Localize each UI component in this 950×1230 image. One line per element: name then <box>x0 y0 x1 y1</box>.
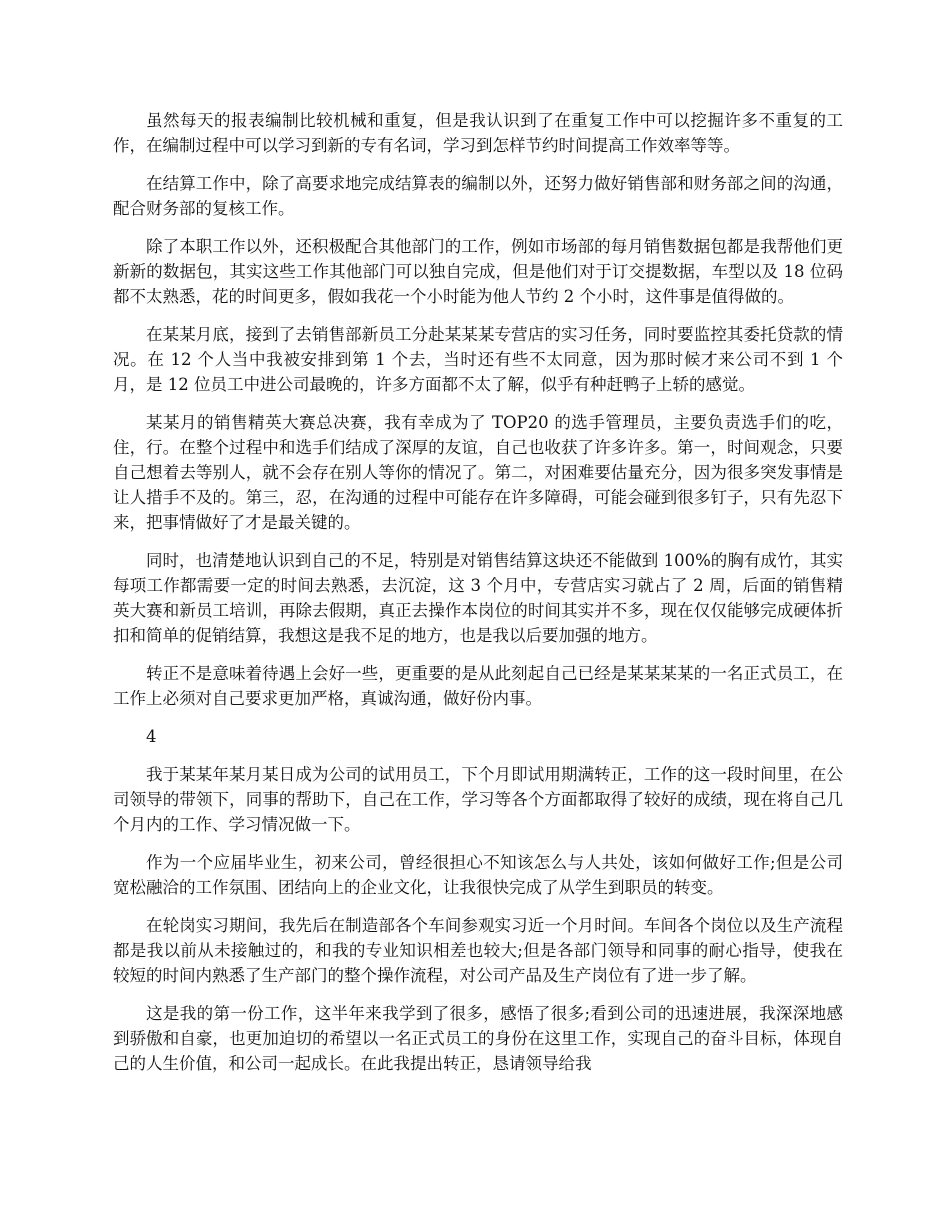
paragraph: 同时，也清楚地认识到自己的不足，特别是对销售结算这块还不能做到 100%的胸有成竹，其实每项工作都需要一定的时间去熟悉，去沉淀，这 3 个月中，专营店实习就占了 2 周，后面的销售精英大赛和新员工培训，再除去假期，真正去操作本岗位的时间其实并不多，现在仅仅能够完成硬体折扣和简单的促销结算，我想这是我不足的地方，也是我以后要加强的地方。 <box>113 551 843 645</box>
paragraph: 作为一个应届毕业生，初来公司，曾经很担心不知该怎么与人共处，该如何做好工作;但是公司宽松融洽的工作氛围、团结向上的企业文化，让我很快完成了从学生到职员的转变。 <box>113 853 843 897</box>
paragraph: 在轮岗实习期间，我先后在制造部各个车间参观实习近一个月时间。车间各个岗位以及生产流程都是我以前从未接触过的，和我的专业知识相差也较大;但是各部门领导和同事的耐心指导，使我在较短的时间内熟悉了生产部门的整个操作流程，对公司产品及生产岗位有了进一步了解。 <box>113 916 843 985</box>
paragraph: 虽然每天的报表编制比较机械和重复，但是我认识到了在重复工作中可以挖掘许多不重复的工作，在编制过程中可以学习到新的专有名词，学习到怎样节约时间提高工作效率等等。 <box>113 111 843 155</box>
paragraph: 转正不是意味着待遇上会好一些，更重要的是从此刻起自己已经是某某某某的一名正式员工，在工作上必须对自己要求更加严格，真诚沟通，做好份内事。 <box>113 664 843 708</box>
paragraph: 某某月的销售精英大赛总决赛，我有幸成为了 TOP20 的选手管理员，主要负责选手们的吃，住，行。在整个过程中和选手们结成了深厚的友谊，自己也收获了许多许多。第一，时间观念，只要自己想着去等别人，就不会存在别人等你的情况了。第二，对困难要估量充分，因为很多突发事情是让人措手不及的。第三，忍，在沟通的过程中可能存在许多障碍，可能会碰到很多钉子，只有先忍下来，把事情做好了才是最关键的。 <box>113 413 843 532</box>
paragraph: 除了本职工作以外，还积极配合其他部门的工作，例如市场部的每月销售数据包都是我帮他们更新新的数据包，其实这些工作其他部门可以独自完成，但是他们对于订交提数据，车型以及 18 位码都不太熟悉，花的时间更多，假如我花一个小时能为他人节约 2 个小时，这件事是值得做的。 <box>113 237 843 306</box>
document-body <box>113 108 843 1089</box>
paragraph: 我于某某年某月某日成为公司的试用员工，下个月即试用期满转正，工作的这一段时间里，在公司领导的带领下，同事的帮助下，自己在工作，学习等各个方面都取得了较好的成绩，现在将自己几个月内的工作、学习情况做一下。 <box>113 765 843 834</box>
section-number: 4 <box>146 727 157 746</box>
paragraph: 在结算工作中，除了高要求地完成结算表的编制以外，还努力做好销售部和财务部之间的沟通，配合财务部的复核工作。 <box>113 174 843 218</box>
paragraph: 这是我的第一份工作，这半年来我学到了很多，感悟了很多;看到公司的迅速进展，我深深地感到骄傲和自豪，也更加迫切的希望以一名正式员工的身份在这里工作，实现自己的奋斗目标，体现自己的人生价值，和公司一起成长。在此我提出转正，恳请领导给我 <box>113 1004 843 1073</box>
paragraph: 在某某月底，接到了去销售部新员工分赴某某某专营店的实习任务，同时要监控其委托贷款的情况。在 12 个人当中我被安排到第 1 个去，当时还有些不太同意，因为那时候才来公司不到 1 个月，是 12 位员工中进公司最晚的，许多方面都不太了解，似乎有种赶鸭子上轿的感觉。 <box>113 325 843 394</box>
